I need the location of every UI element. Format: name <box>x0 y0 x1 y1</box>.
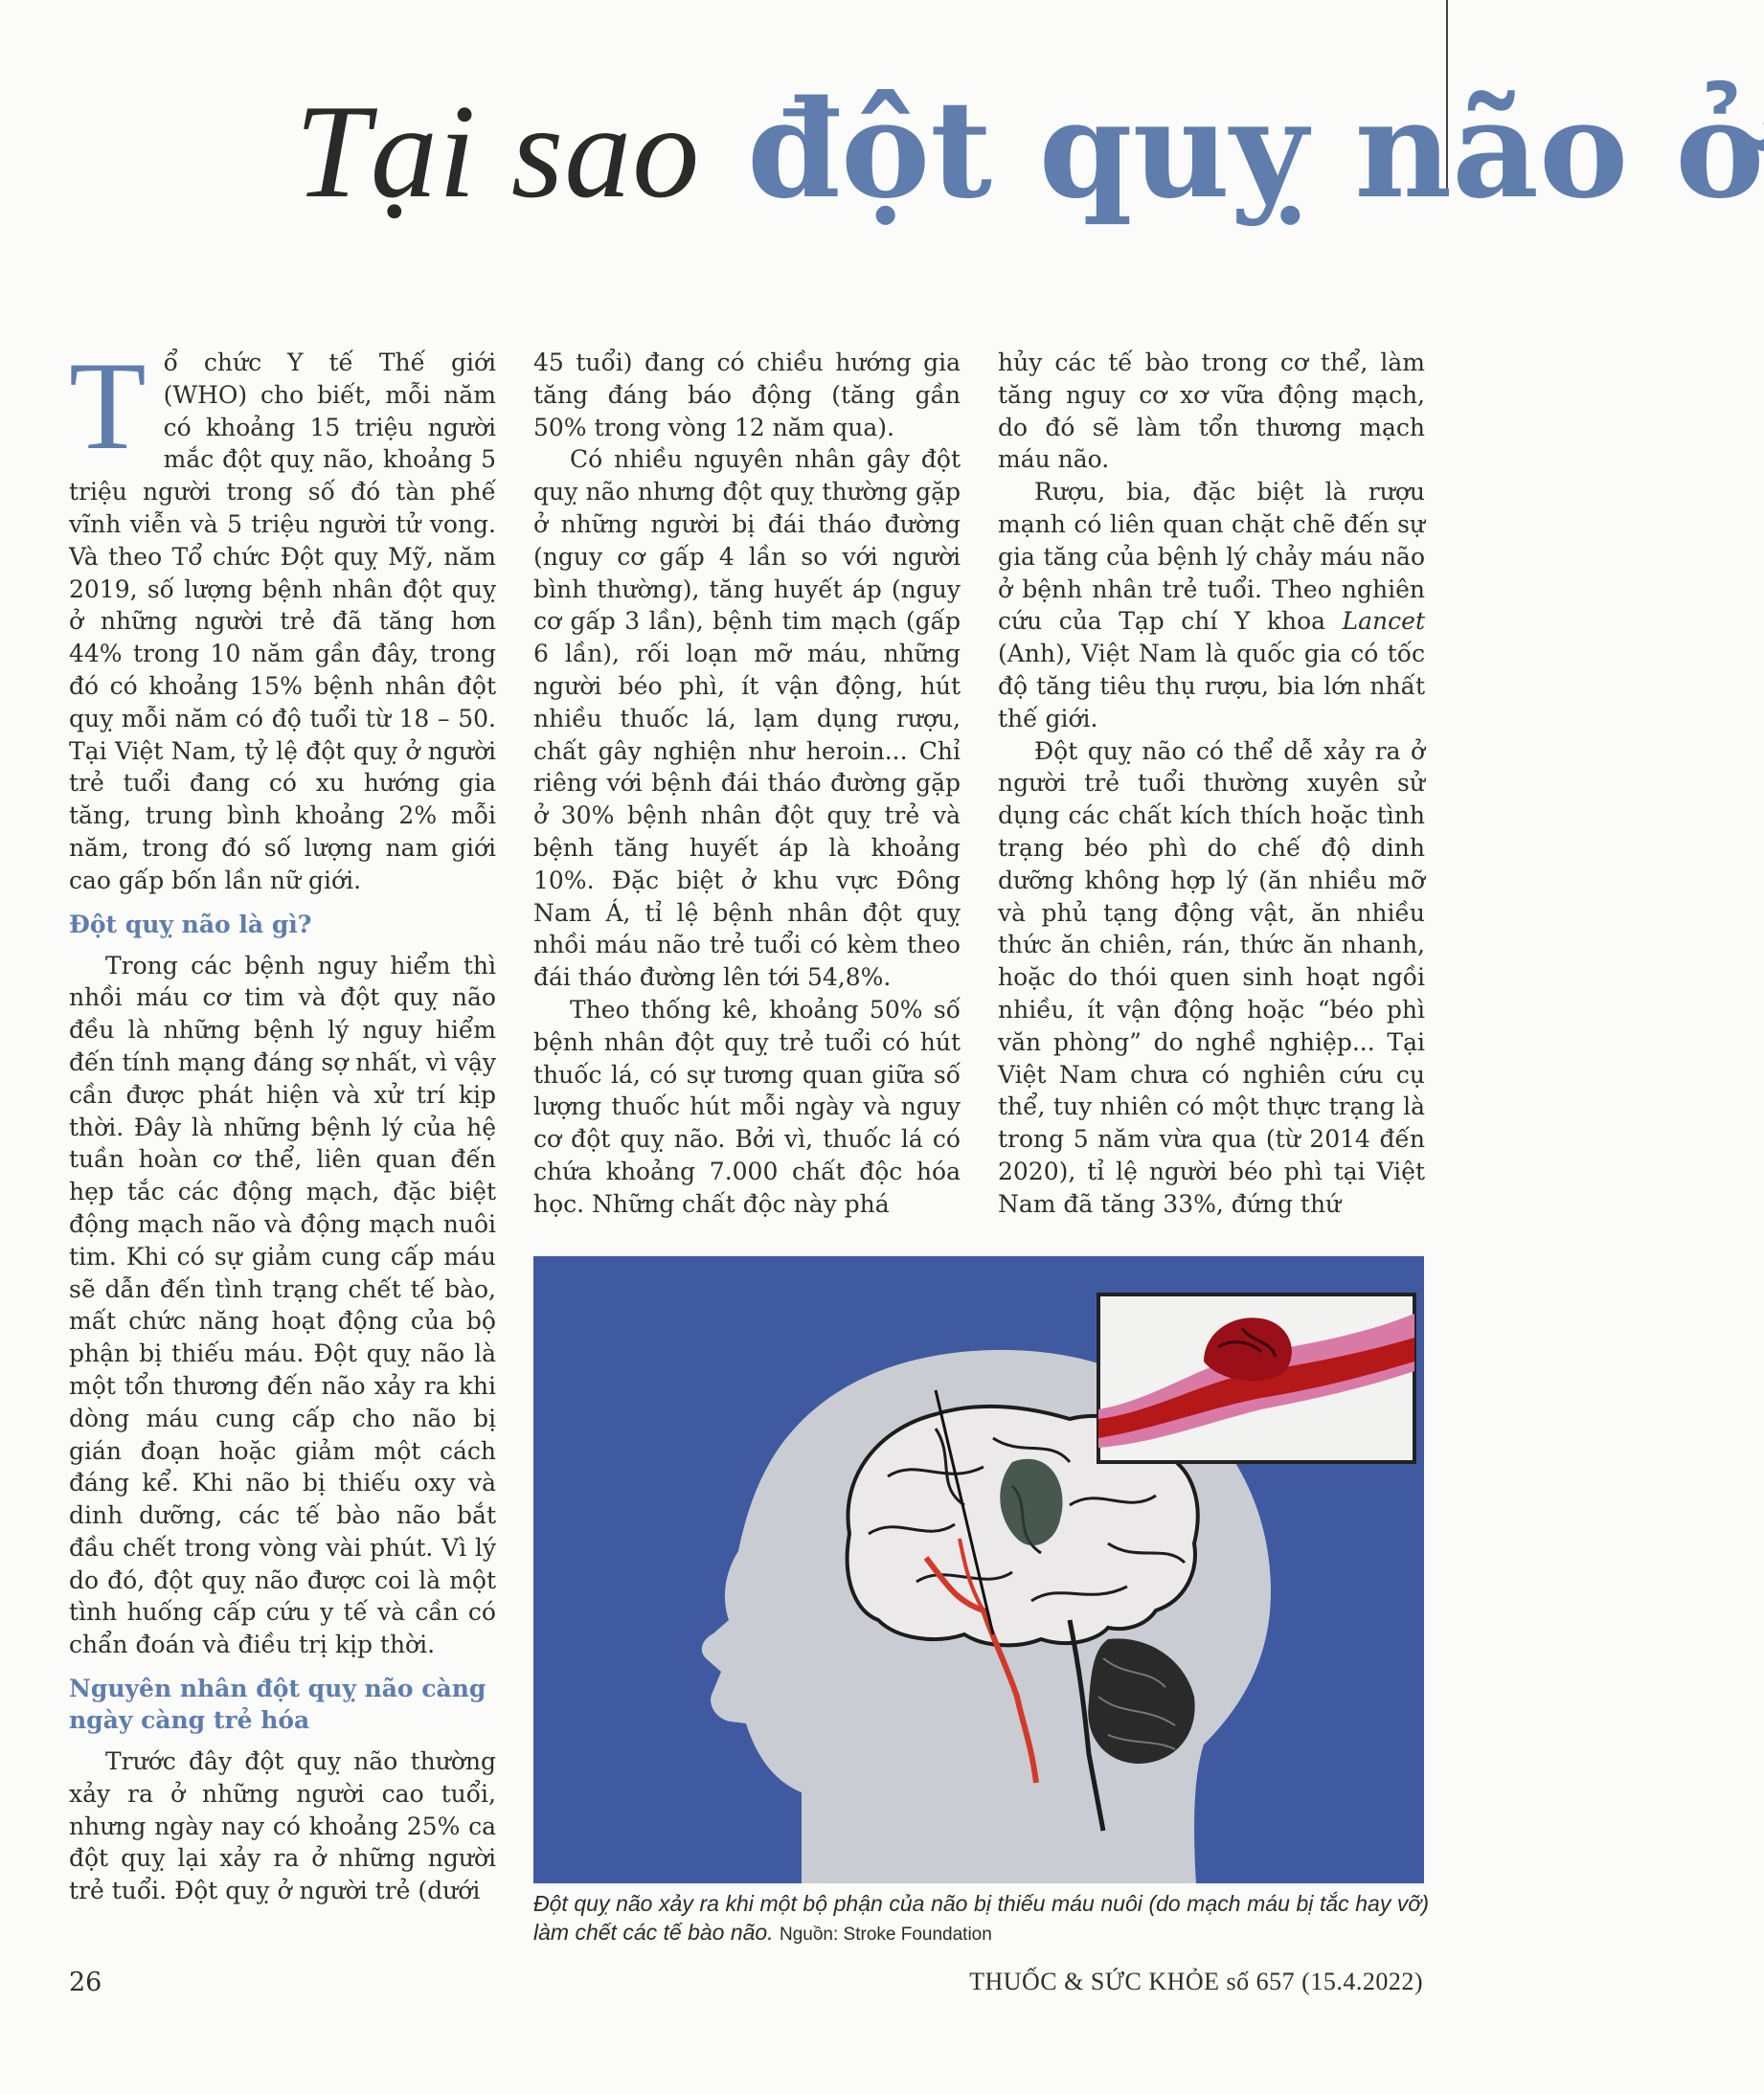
paragraph <box>998 476 1425 734</box>
journal-name: Lancet <box>1342 607 1425 636</box>
paragraph-text: Rượu, bia, đặc biệt là rượu mạnh có liên quan chặt chẽ đến sự gia tăng của bệnh lý chảy máu não ở bệnh nhân trẻ tuổi. Theo nghiên cứu của Tạp chí Y khoa <box>998 478 1425 636</box>
figure-caption <box>533 1889 1429 1949</box>
intro-paragraph: ổ chức Y tế Thế giới (WHO) cho biết, mỗi năm có khoảng 15 triệu người mắc đột quỵ não, khoảng 5 triệu người trong số đó tàn phế vĩnh viễn và 5 triệu người tử vong. Và theo Tổ chức Đột quỵ Mỹ, năm 2019, số lượng bệnh nhân đột quỵ ở những người trẻ đã tăng hơn 44% trong 10 năm gần đây, trong đó có khoảng 15% bệnh nhân đột quỵ mỗi năm có độ tuổi từ 18 – 50. Tại Việt Nam, tỷ lệ đột quỵ ở người trẻ tuổi đang có xu hướng gia tăng, trung bình khoảng 2% mỗi năm, trong đó số lượng nam giới cao gấp bốn lần nữ giới. <box>69 349 496 894</box>
paragraph: Theo thống kê, khoảng 50% số bệnh nhân đột quỵ trẻ tuổi có hút thuốc lá, có sự tương quan giữa số lượng thuốc hút mỗi ngày và nguy cơ đột quỵ não. Bởi vì, thuốc lá có chứa khoảng 7.000 chất độc hóa học. Những chất độc này phá <box>533 995 961 1218</box>
paragraph-text: (Anh), Việt Nam là quốc gia có tốc độ tăng tiêu thụ rượu, bia lớn nhất thế giới. <box>998 640 1425 732</box>
column-2 <box>533 347 961 1221</box>
paragraph: 45 tuổi) đang có chiều hướng gia tăng đáng báo động (tăng gần 50% trong vòng 12 năm qua). <box>533 349 961 441</box>
article-title <box>295 69 1764 234</box>
caption-source: Nguồn: Stroke Foundation <box>780 1925 992 1945</box>
brain-stroke-illustration <box>533 1256 1424 1883</box>
paragraph: Đột quỵ não có thể dễ xảy ra ở người trẻ tuổi thường xuyên sử dụng các chất kích thích hoặc tình trạng béo phì do chế độ dinh dưỡng không hợp lý (ăn nhiều mỡ và phủ tạng động vật, ăn nhiều thức ăn chiên, rán, thức ăn nhanh, hoặc do thói quen sinh hoạt ngồi nhiều, ít vận động hoặc “béo phì văn phòng” do nghề nghiệp... Tại Việt Nam chưa có nghiên cứu cụ thể, tuy nhiên có một thực trạng là trong 5 năm vừa qua (từ 2014 đến 2020), tỉ lệ người béo phì tại Việt Nam đã tăng 33%, đứng thứ <box>998 736 1425 1218</box>
paragraph: Trong các bệnh nguy hiểm thì nhồi máu cơ tim và đột quỵ não đều là những bệnh lý nguy hiểm đến tính mạng đáng sợ nhất, vì vậy cần được phát hiện và xử trí kịp thời. Đây là những bệnh lý của hệ tuần hoàn cơ thể, liên quan đến hẹp tắc các động mạch, đặc biệt động mạch não và động mạch nuôi tim. Khi có sự giảm cung cấp máu sẽ dẫn đến tình trạng chết tế bào, mất chức năng hoạt động của bộ phận bị thiếu máu. Đột quỵ não là một tổn thương đến não xảy ra khi dòng máu cung cấp cho não bị gián đoạn hoặc giảm một cách đáng kể. Khi não bị thiếu oxy và dinh dưỡng, các tế bào não bắt đầu chết trong vòng vài phút. Vì lý do đó, đột quỵ não được coi là một tình huống cấp cứu y tế và cần có chẩn đoán và điều trị kịp thời. <box>69 951 496 1659</box>
title-part-2: đột quỵ não ở <box>747 72 1764 229</box>
caption-text: Đột quỵ não xảy ra khi một bộ phận của não bị thiếu máu nuôi (do mạch máu bị tắc hay vỡ) làm chết các tế bào não. <box>533 1891 1429 1945</box>
illustration-svg <box>533 1256 1424 1883</box>
paragraph: Có nhiều nguyên nhân gây đột quỵ não nhưng đột quỵ thường gặp ở những người bị đái tháo đường (nguy cơ gấp 4 lần so với người bình thường), tăng huyết áp (nguy cơ gấp 3 lần), bệnh tim mạch (gấp 6 lần), rối loạn mỡ máu, những người béo phì, ít vận động, hút nhiều thuốc lá, lạm dụng rượu, chất gây nghiện như heroin... Chỉ riêng với bệnh đái tháo đường gặp ở 30% bệnh nhân đột quỵ trẻ và bệnh tăng huyết áp là khoảng 10%. Đặc biệt ở khu vực Đông Nam Á, tỉ lệ bệnh nhân đột quỵ nhồi máu não trẻ tuổi có kèm theo đái tháo đường lên tới 54,8%. <box>533 445 961 992</box>
page-number: 26 <box>69 1968 102 1997</box>
heading-what-is-stroke: Đột quỵ não là gì? <box>69 910 312 938</box>
title-part-1: Tại sao <box>295 78 701 226</box>
blood-vessel-inset-icon <box>1098 1295 1414 1462</box>
publication-footer: THUỐC & SỨC KHỎE số 657 (15.4.2022) <box>969 1968 1423 1995</box>
drop-cap: T <box>69 335 147 476</box>
column-1 <box>69 335 496 1907</box>
column-3 <box>998 347 1425 1221</box>
paragraph: Trước đây đột quỵ não thường xảy ra ở những người cao tuổi, nhưng ngày nay có khoảng 25% ca đột quỵ lại xảy ra ở những người trẻ tuổi. Đột quỵ ở người trẻ (dưới <box>69 1747 496 1905</box>
paragraph: hủy các tế bào trong cơ thể, làm tăng nguy cơ xơ vữa động mạch, do đó sẽ làm tổn thương mạch máu não. <box>998 349 1425 474</box>
heading-causes: Nguyên nhân đột quỵ não càng ngày càng trẻ hóa <box>69 1675 486 1735</box>
